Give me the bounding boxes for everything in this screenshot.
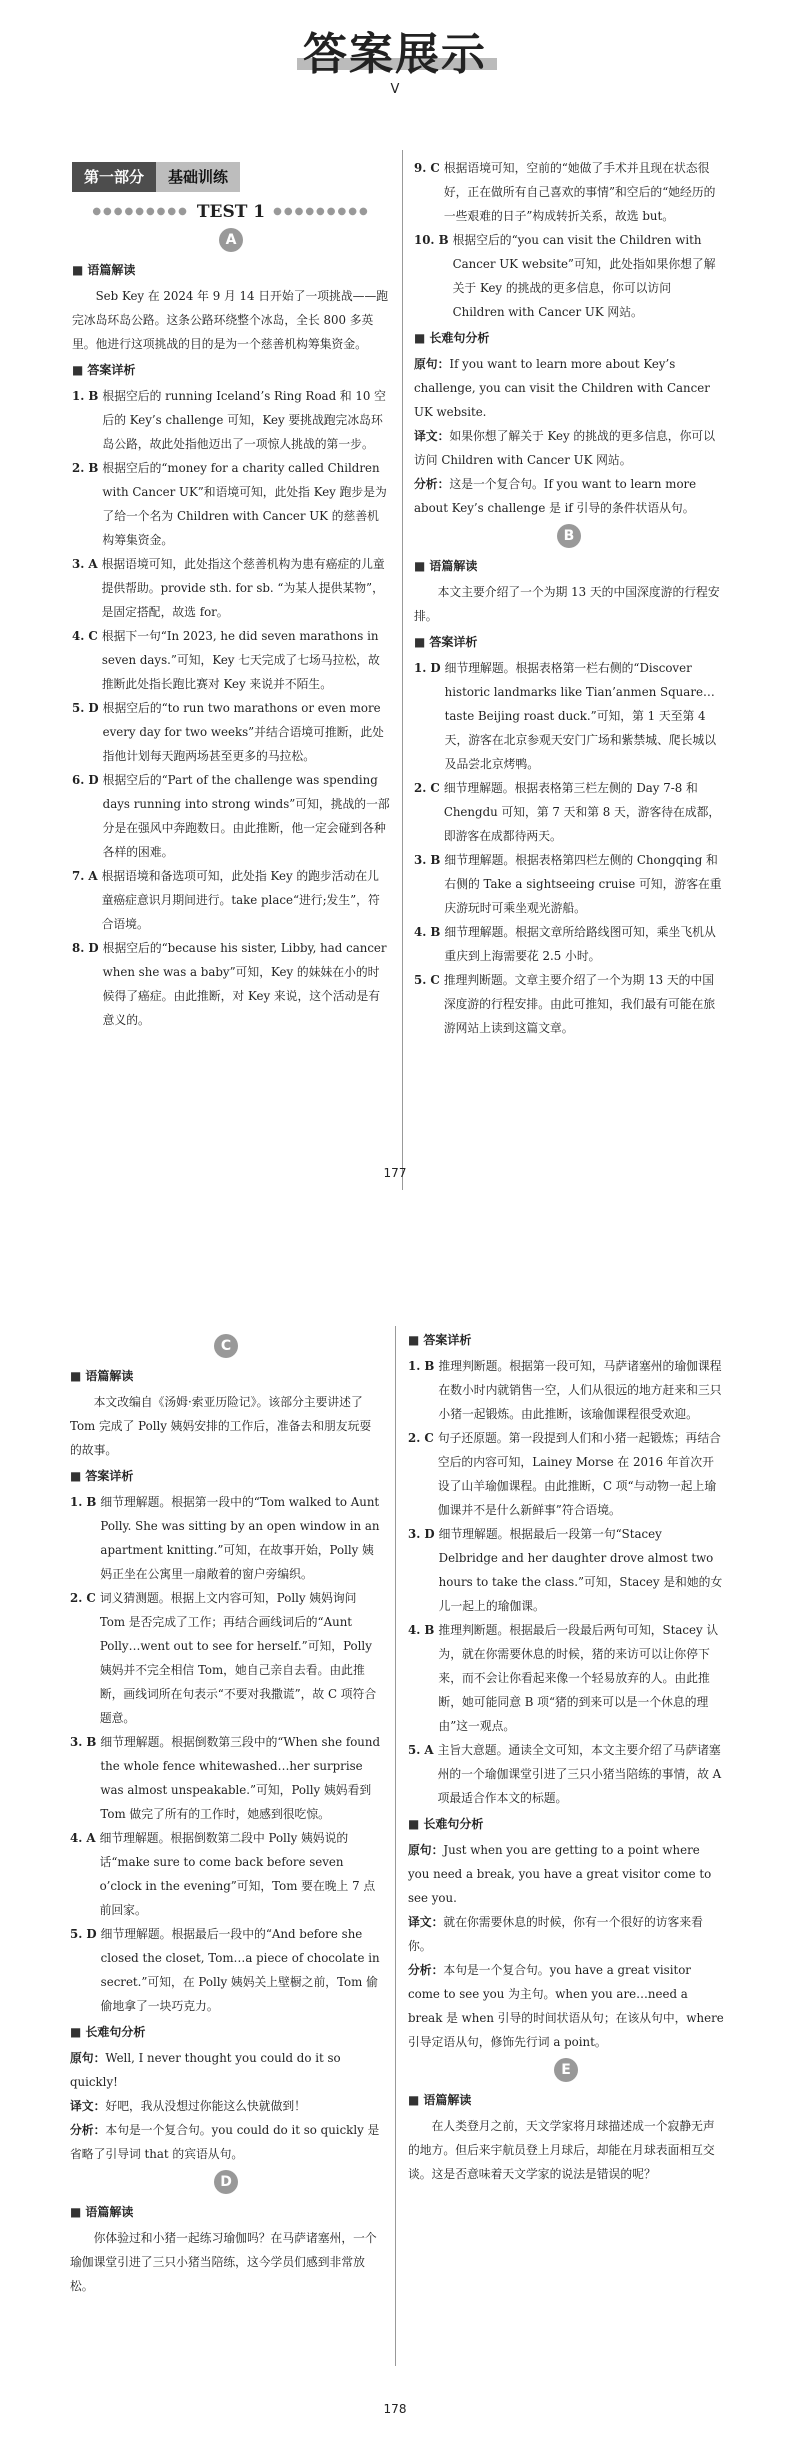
answer-item: 5. D 细节理解题。根据最后一段中的“And before she closed the closet, Tom…a piece of chocolate in secret.”可知，在 Polly 姨妈关上壁橱之前，Tom 偷偷地拿了一块巧克力。 xyxy=(70,1927,380,2013)
answer-item: 5. A 主旨大意题。通读全文可知，本文主要介绍了马萨诸塞州的一个瑜伽课堂引进了三只小猪当陪练的事情，故 A 项最适合作本文的标题。 xyxy=(408,1743,722,1805)
long-sentence: 原句：Well, I never thought you could do it so quickly! xyxy=(70,2051,341,2089)
test-title: TEST 1 xyxy=(196,202,266,222)
section-heading: ■ 语篇解读 xyxy=(72,263,136,277)
page-title: 答案展示 xyxy=(303,29,487,80)
page-number: 177 xyxy=(383,1166,407,1180)
header xyxy=(0,0,790,110)
analysis: 分析：本句是一个复合句。you could do it so quickly 是省略了引导词 that 的宾语从句。 xyxy=(70,2123,380,2161)
page-178 xyxy=(0,1290,790,2442)
translation: 译文：如果你想了解关于 Key 的挑战的更多信息，你可以访问 Children with Cancer UK 网站。 xyxy=(414,429,715,467)
reading-text: 在人类登月之前，天文学家将月球描述成一个寂静无声的地方。但后来宇航员登上月球后，却能在月球表面相互交谈。这是否意味着天文学家的说法是错误的呢？ xyxy=(408,2119,715,2181)
part-label: 第一部分 xyxy=(72,162,156,192)
reading-text: 本文改编自《汤姆·索亚历险记》。该部分主要讲述了 Tom 完成了 Polly 姨妈安排的工作后，准备去和朋友玩耍的故事。 xyxy=(70,1395,372,1457)
section-badge-d: D xyxy=(214,2170,238,2194)
left-column xyxy=(72,162,390,1032)
dots-decoration: ●●●●●●●●● xyxy=(92,206,189,217)
column-divider xyxy=(402,150,403,1190)
answer-item: 2. B 根据空后的“money for a charity called Children with Cancer UK”和语境可知，此处指 Key 跑步是为了给一个名为 Children with Cancer UK 的慈善机构筹集资金。 xyxy=(72,461,387,547)
part-name: 基础训练 xyxy=(156,162,240,192)
answer-item: 3. A 根据语境可知，此处指这个慈善机构为患有癌症的儿童提供帮助。provide sth. for sb. “为某人提供某物”，是固定搭配，故选 for。 xyxy=(72,557,385,619)
right-column xyxy=(408,1326,724,2186)
section-badge-c: C xyxy=(214,1334,238,1358)
column-divider xyxy=(395,1326,396,2366)
answer-item: 4. C 根据下一句“In 2023, he did seven marathons in seven days.”可知，Key 七天完成了七场马拉松，故推断此处指长跑比赛对 Key 来说并不陌生。 xyxy=(72,629,380,691)
answer-item: 5. C 推理判断题。文章主要介绍了一个为期 13 天的中国深度游的行程安排。由此可推知，我们最有可能在旅游网站上读到这篇文章。 xyxy=(414,973,716,1035)
analysis: 分析：本句是一个复合句。you have a great visitor come to see you 为主句。when you are…need a break 是 when 引导的时间状语从句；在该从句中，where 引导定语从句，修饰先行词 a point。 xyxy=(408,1963,724,2049)
section-heading: ■ 答案详析 xyxy=(408,1333,472,1347)
section-heading: ■ 长难句分析 xyxy=(408,1817,484,1831)
answer-item: 4. B 推理判断题。根据最后一段最后两句可知，Stacey 认为，就在你需要休息的时候，猪的来访可以让你停下来，而不会让你看起来像一个轻易放弃的人。由此推断，她可能同意 B 项“猪的到来可以是一个休息的理由”这一观点。 xyxy=(408,1623,719,1733)
page-177 xyxy=(0,110,790,1210)
answer-item: 8. D 根据空后的“because his sister, Libby, had cancer when she was a baby”可知，Key 的妹妹在小的时候得了癌症。由此推断，对 Key 来说，这个活动是有意义的。 xyxy=(72,941,387,1027)
left-column xyxy=(70,1330,382,2298)
answer-item: 1. B 细节理解题。根据第一段中的“Tom walked to Aunt Polly. She was sitting by an open window in an apartment knitting.”可知，在故事开始，Polly 姨妈正坐在公寓里一扇敞着的窗户旁编织。 xyxy=(70,1495,380,1581)
answer-item: 2. C 词义猜测题。根据上文内容可知，Polly 姨妈询问 Tom 是否完成了工作；再结合画线词后的“Aunt Polly…went out to see for herself.”可知，Polly 姨妈并不完全相信 Tom，她自己亲自去看。由此推断，画线词所在句表示“不要对我撒谎”，故 C 项符合题意。 xyxy=(70,1591,377,1725)
dots-decoration: ●●●●●●●●● xyxy=(273,206,370,217)
answer-item: 10. B 根据空后的“you can visit the Children with Cancer UK website”可知，此处指如果你想了解关于 Key 的挑战的更多信息，你可以访问 Children with Cancer UK 网站。 xyxy=(414,233,716,319)
reading-text: Seb Key 在 2024 年 9 月 14 日开始了一项挑战——跑完冰岛环岛公路。这条公路环绕整个冰岛，全长 800 多英里。他进行这项挑战的目的是为一个慈善机构筹集资金。 xyxy=(72,289,389,351)
test-heading xyxy=(72,200,390,224)
section-heading: ■ 答案详析 xyxy=(72,363,136,377)
answer-item: 3. D 细节理解题。根据最后一段第一句“Stacey Delbridge and her daughter drove almost two hours to take the class.”可知，Stacey 是和她的女儿一起上的瑜伽课。 xyxy=(408,1527,723,1613)
answer-item: 4. A 细节理解题。根据倒数第二段中 Polly 姨妈说的话“make sure to come back before seven o’clock in the evening”可知，Tom 要在晚上 7 点前回家。 xyxy=(70,1831,376,1917)
roman-numeral: V xyxy=(390,82,400,97)
answer-item: 9. C 根据语境可知，空前的“她做了手术并且现在状态很好，正在做所有自己喜欢的事情”和空后的“她经历的一些艰难的日子”构成转折关系，故选 but。 xyxy=(414,161,716,223)
answer-item: 4. B 细节理解题。根据文章所给路线图可知，乘坐飞机从重庆到上海需要花 2.5 小时。 xyxy=(414,925,716,963)
translation: 译文：好吧，我从没想过你能这么快就做到！ xyxy=(70,2099,306,2113)
section-heading: ■ 语篇解读 xyxy=(408,2093,472,2107)
long-sentence: 原句：Just when you are getting to a point where you need a break, you have a great visitor come to see you. xyxy=(408,1843,712,1905)
answer-item: 7. A 根据语境和备选项可知，此处指 Key 的跑步活动在儿童癌症意识月期间进行。take place“进行;发生”，符合语境。 xyxy=(72,869,380,931)
section-badge-e: E xyxy=(554,2058,578,2082)
answer-item: 1. B 根据空后的 running Iceland’s Ring Road 和 10 空后的 Key’s challenge 可知，Key 要挑战跑完冰岛环岛公路，故此处指他迈出了一项惊人挑战的第一步。 xyxy=(72,389,386,451)
section-heading: ■ 语篇解读 xyxy=(414,559,478,573)
reading-text: 你体验过和小猪一起练习瑜伽吗？在马萨诸塞州，一个瑜伽课堂引进了三只小猪当陪练，这今学员们感到非常放松。 xyxy=(70,2231,377,2293)
section-heading: ■ 长难句分析 xyxy=(414,331,490,345)
section-heading: ■ 答案详析 xyxy=(414,635,478,649)
section-heading: ■ 长难句分析 xyxy=(70,2025,146,2039)
part-banner xyxy=(72,162,390,192)
section-badge-a: A xyxy=(219,228,243,252)
long-sentence: 原句：If you want to learn more about Key’s challenge, you can visit the Children with Cancer UK website. xyxy=(414,357,710,419)
answer-item: 6. D 根据空后的“Part of the challenge was spending days running into strong winds”可知，挑战的一部分是在强风中奔跑数日。由此推断，他一定会碰到各种各样的困难。 xyxy=(72,773,390,859)
section-badge-b: B xyxy=(557,524,581,548)
translation: 译文：就在你需要休息的时候，你有一个很好的访客来看你。 xyxy=(408,1915,703,1953)
answer-item: 1. B 推理判断题。根据第一段可知，马萨诸塞州的瑜伽课程在数小时内就销售一空，人们从很远的地方赶来和三只小猪一起锻炼。由此推断，该瑜伽课程很受欢迎。 xyxy=(408,1359,722,1421)
section-heading: ■ 语篇解读 xyxy=(70,2205,134,2219)
section-heading: ■ 语篇解读 xyxy=(70,1369,134,1383)
reading-text: 本文主要介绍了一个为期 13 天的中国深度游的行程安排。 xyxy=(414,585,720,623)
right-column xyxy=(414,156,724,1040)
answer-item: 5. D 根据空后的“to run two marathons or even more every day for two weeks”并结合语境可推断，此处指他计划每天跑两场甚至更多的马拉松。 xyxy=(72,701,384,763)
answer-item: 3. B 细节理解题。根据倒数第三段中的“When she found the whole fence whitewashed…her surprise was almost unspeakable.”可知，Polly 姨妈看到 Tom 做完了所有的工作时，她感到很吃惊。 xyxy=(70,1735,381,1821)
answer-item: 3. B 细节理解题。根据表格第四栏左侧的 Chongqing 和右侧的 Take a sightseeing cruise 可知，游客在重庆游玩时可乘坐观光游船。 xyxy=(414,853,722,915)
answer-item: 1. D 细节理解题。根据表格第一栏右侧的“Discover historic landmarks like Tian’anmen Square…taste Beijing roast duck.”可知，第 1 天至第 4 天，游客在北京参观天安门广场和紫禁城、爬长城以及品尝北京烤鸭。 xyxy=(414,661,716,771)
page-number: 178 xyxy=(383,2402,407,2416)
answer-item: 2. C 句子还原题。第一段提到人们和小猪一起锻炼；再结合空后的内容可知，Lainey Morse 在 2016 年首次开设了山羊瑜伽课程。由此推断，C 项“与动物一起上瑜伽课并不是什么新鲜事”符合语境。 xyxy=(408,1431,721,1517)
section-heading: ■ 答案详析 xyxy=(70,1469,134,1483)
analysis: 分析：这是一个复合句。If you want to learn more about Key’s challenge 是 if 引导的条件状语从句。 xyxy=(414,477,697,515)
answer-item: 2. C 细节理解题。根据表格第三栏左侧的 Day 7-8 和 Chengdu 可知，第 7 天和第 8 天，游客待在成都，即游客在成都待两天。 xyxy=(414,781,721,843)
